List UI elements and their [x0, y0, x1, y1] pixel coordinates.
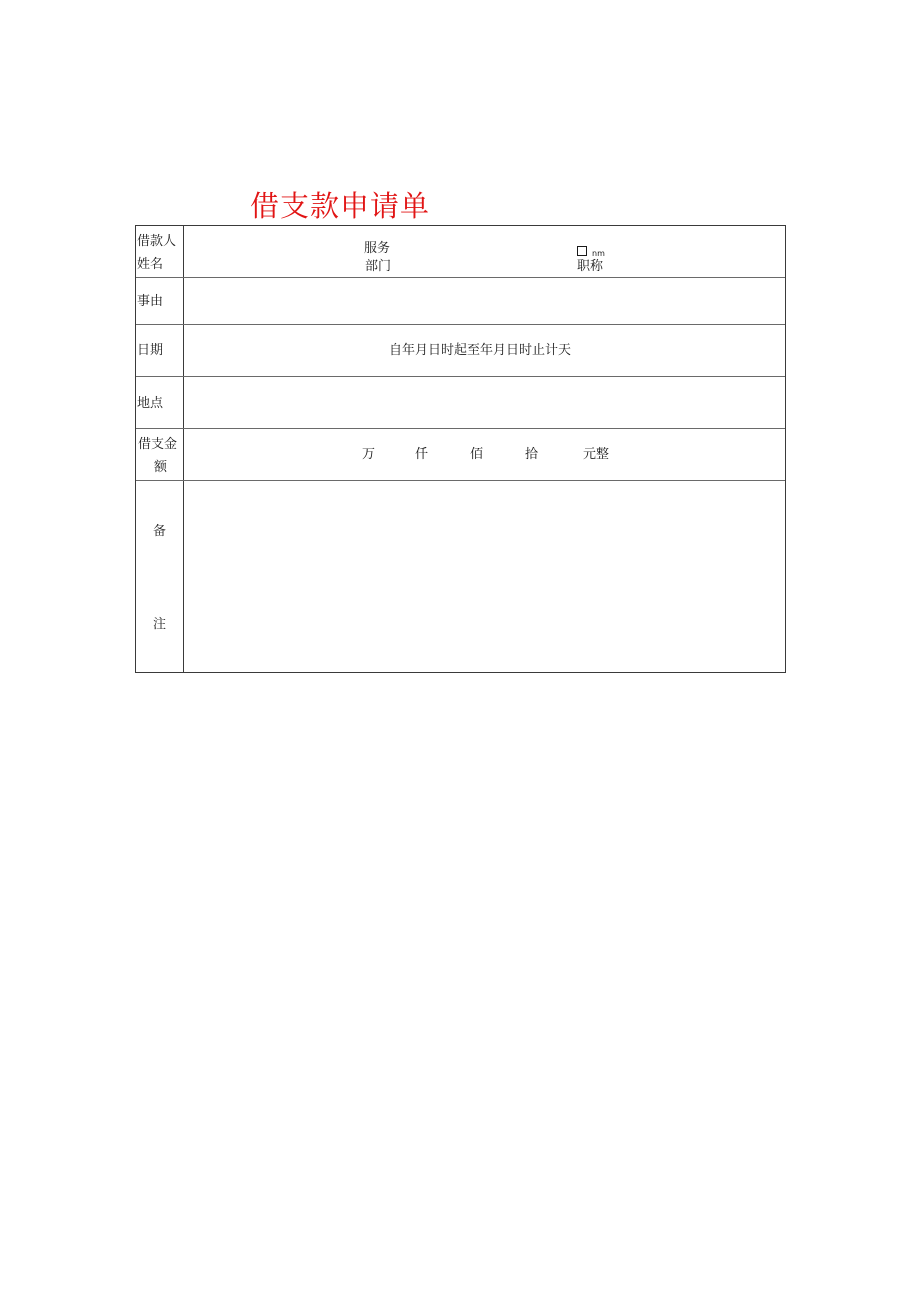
amount-unit-shi: 拾 [525, 447, 539, 462]
label-reason-text: 事由 [137, 294, 164, 309]
label-borrower-name [136, 226, 184, 277]
row-borrower-name [136, 226, 785, 278]
field-place[interactable] [184, 377, 785, 428]
label-amount-line2: 额 [154, 460, 168, 475]
field-date[interactable] [184, 325, 785, 376]
row-amount [136, 429, 785, 481]
label-borrower-name-line1: 借款人 [137, 234, 177, 249]
label-amount-line1: 借支金 [138, 437, 178, 452]
dept-label-line2: 部门 [365, 259, 392, 274]
row-reason [136, 278, 785, 325]
field-remarks[interactable] [184, 481, 785, 672]
label-borrower-name-line2: 姓名 [137, 257, 164, 272]
row-place [136, 377, 785, 429]
title-prefix: nm [592, 249, 605, 258]
dept-label-line1: 服务 [364, 241, 391, 256]
date-value: 自年月日时起至年月日时止计天 [389, 343, 572, 358]
checkbox-icon[interactable] [577, 246, 587, 256]
label-amount [136, 429, 184, 480]
amount-unit-wan: 万 [362, 447, 376, 462]
field-amount[interactable] [184, 429, 785, 480]
amount-unit-bai: 佰 [470, 447, 484, 462]
label-place-text: 地点 [137, 396, 164, 411]
label-date-text: 日期 [137, 343, 164, 358]
field-borrower-name[interactable] [184, 226, 785, 277]
label-date [136, 325, 184, 376]
amount-unit-yuan: 元整 [583, 447, 610, 462]
label-remarks-char1: 备 [153, 524, 167, 539]
loan-application-form [135, 225, 786, 673]
label-place [136, 377, 184, 428]
label-remarks-char2: 注 [153, 617, 167, 632]
row-date [136, 325, 785, 377]
field-reason[interactable] [184, 278, 785, 324]
label-reason [136, 278, 184, 324]
label-remarks [136, 481, 184, 672]
job-title-label: 职称 [577, 259, 604, 274]
row-remarks [136, 481, 785, 672]
form-title: 借支款申请单 [250, 189, 431, 223]
amount-unit-qian: 仟 [415, 447, 429, 462]
